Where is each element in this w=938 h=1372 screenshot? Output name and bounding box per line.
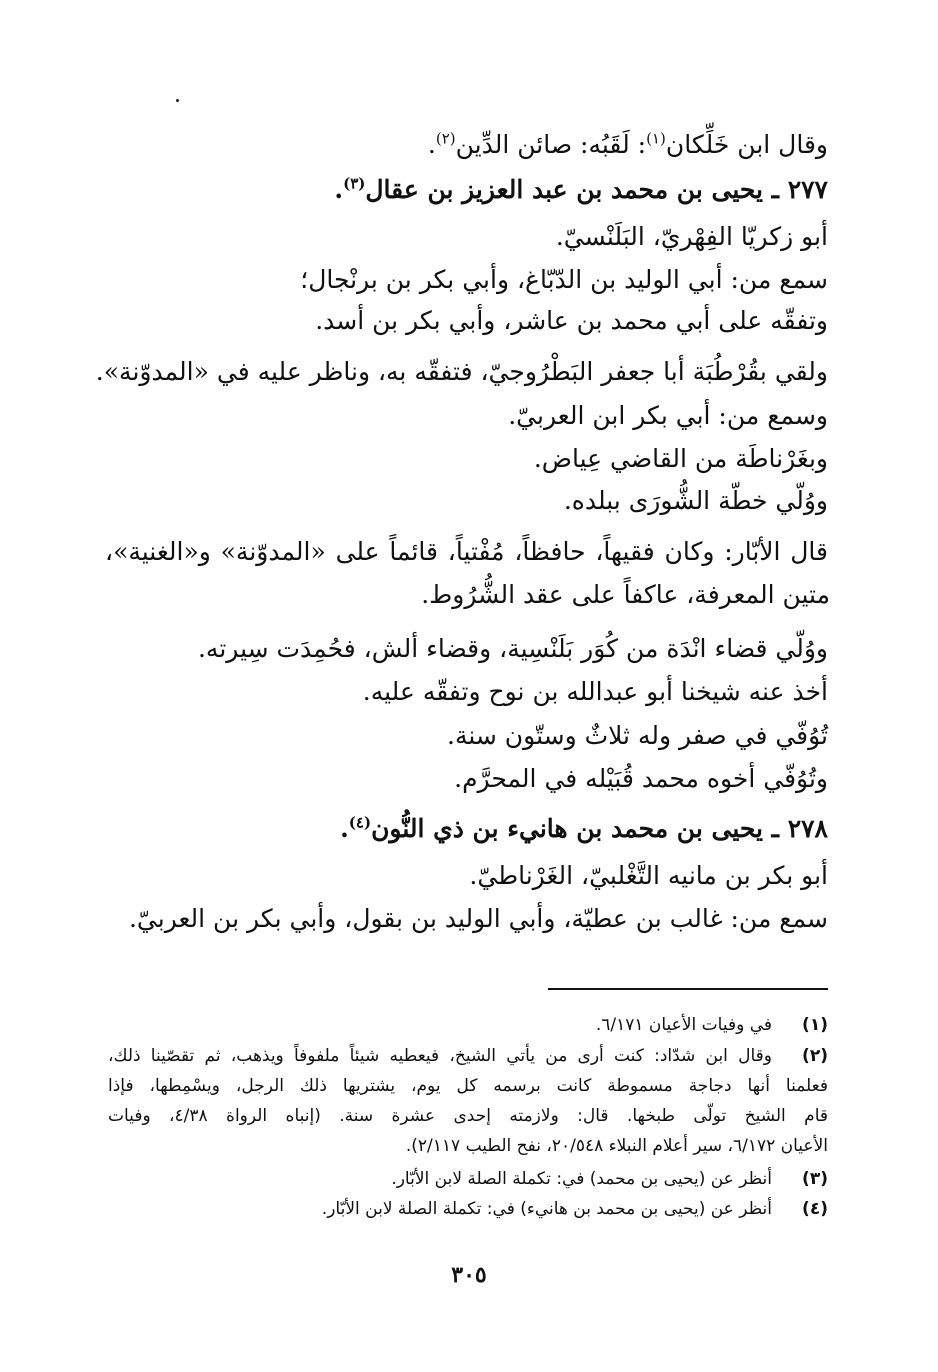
body-line: قال الأبّار: وكان فقيهاً، حافظاً، مُفْتياً، قائماً على «المدوّنة» و«الغنية»، [105, 537, 828, 566]
footnote-text: في وفيات الأعيان ٦/١٧١. [595, 1015, 772, 1035]
body-line: متين المعرفة، عاكفاً على عقد الشُّرُوط. [421, 580, 830, 609]
footnote-number: (٢) [802, 1046, 828, 1066]
entry-heading-278: ٢٧٨ ـ يحيى بن محمد بن هانيء بن ذي النُّون$^{(٤)}$. [340, 813, 828, 843]
entry-heading-277: ٢٧٧ ـ يحيى بن محمد بن عبد العزيز بن عقال$^{(٣)}$. [334, 174, 828, 204]
footnote-text: وقال ابن شدّاد: كنت أرى من يأتي الشيخ، فيعطيه شيئاً ملفوفاً ويذهب، ثم تقصّينا ذلك، [108, 1046, 772, 1066]
body-line: أبو زكريّا الفِهْريّ، البَلَنْسيّ. [555, 222, 828, 251]
body-line: سمع من: أبي الوليد بن الدّبّاغ، وأبي بكر بن برنْجال؛ [300, 265, 828, 294]
body-line: سمع من: غالب بن عطيّة، وأبي الوليد بن بقول، وأبي بكر بن العربيّ. [128, 904, 828, 933]
footnote-separator [548, 988, 828, 990]
body-line: أخذ عنه شيخنا أبو عبدالله بن نوح وتفقّه عليه. [362, 677, 828, 706]
footnote-text: قام الشيخ تولّى طبخها. قال: ولازمته إحدى عشرة سنة. (إنباه الرواة ٤/٣٨، وفيات [108, 1106, 828, 1126]
body-line: وتفقّه على أبي محمد بن عاشر، وأبي بكر بن أسد. [315, 306, 828, 335]
footnote-text: الأعيان ٦/١٧٢، سير أعلام النبلاء ٢٠/٥٤٨، نفح الطيب ٢/١١٧). [405, 1136, 828, 1156]
body-line: وتُوُفّي أخوه محمد قُبَيْله في المحرَّم. [454, 764, 828, 793]
body-line: ووُلّي خطّة الشُّورَى ببلده. [563, 486, 828, 515]
page-number: ٣٠٥ [451, 1262, 487, 1288]
body-line: وقال ابن خَلِّكان$^{(١)}$: لَقَبُه: صائن الدِّين$^{(٢)}$. [427, 129, 828, 159]
footnote-number: (٣) [802, 1169, 828, 1189]
footnote-number: (١) [802, 1015, 828, 1035]
print-speck [176, 99, 179, 102]
body-line: ووُلّي قضاء انْدَة من كُوَر بَلَنْسِية، وقضاء ألش، فحُمِدَت سِيرته. [197, 634, 828, 663]
footnote-ref[interactable]: (٢) [435, 129, 456, 148]
body-line: أبو بكر بن مانيه التَّغْلبيّ، الغَرْناطيّ. [469, 861, 828, 890]
body-line: تُوُفّي في صفر وله ثلاثٌ وستّون سنة. [447, 721, 828, 750]
body-line: ولقي بقُرْطُبَة أبا جعفر البَطْرُوجيّ، فتفقّه به، وناظر عليه في «المدوّنة». [95, 357, 828, 386]
footnote-text: أنظر عن (يحيى بن محمد) في: تكملة الصلة لابن الأبّار. [391, 1169, 772, 1189]
footnote-text: فعلمنا أنها دجاجة مسموطة كانت برسمه كل يوم، يشتريها ذلك الرجل، ويسْمِطها، فإذا [108, 1076, 828, 1096]
footnote-ref[interactable]: (٣) [343, 174, 366, 193]
body-line: وسمع من: أبي بكر ابن العربيّ. [508, 401, 828, 430]
body-line: وبغَرْناطَة من القاضي عِياض. [533, 444, 828, 473]
footnote-ref[interactable]: (١) [646, 129, 666, 148]
footnote-number: (٤) [802, 1199, 828, 1219]
footnote-text: أنظر عن (يحيى بن محمد بن هانيء) في: تكملة الصلة لابن الأبّار. [321, 1199, 772, 1219]
footnote-ref[interactable]: (٤) [348, 813, 372, 832]
